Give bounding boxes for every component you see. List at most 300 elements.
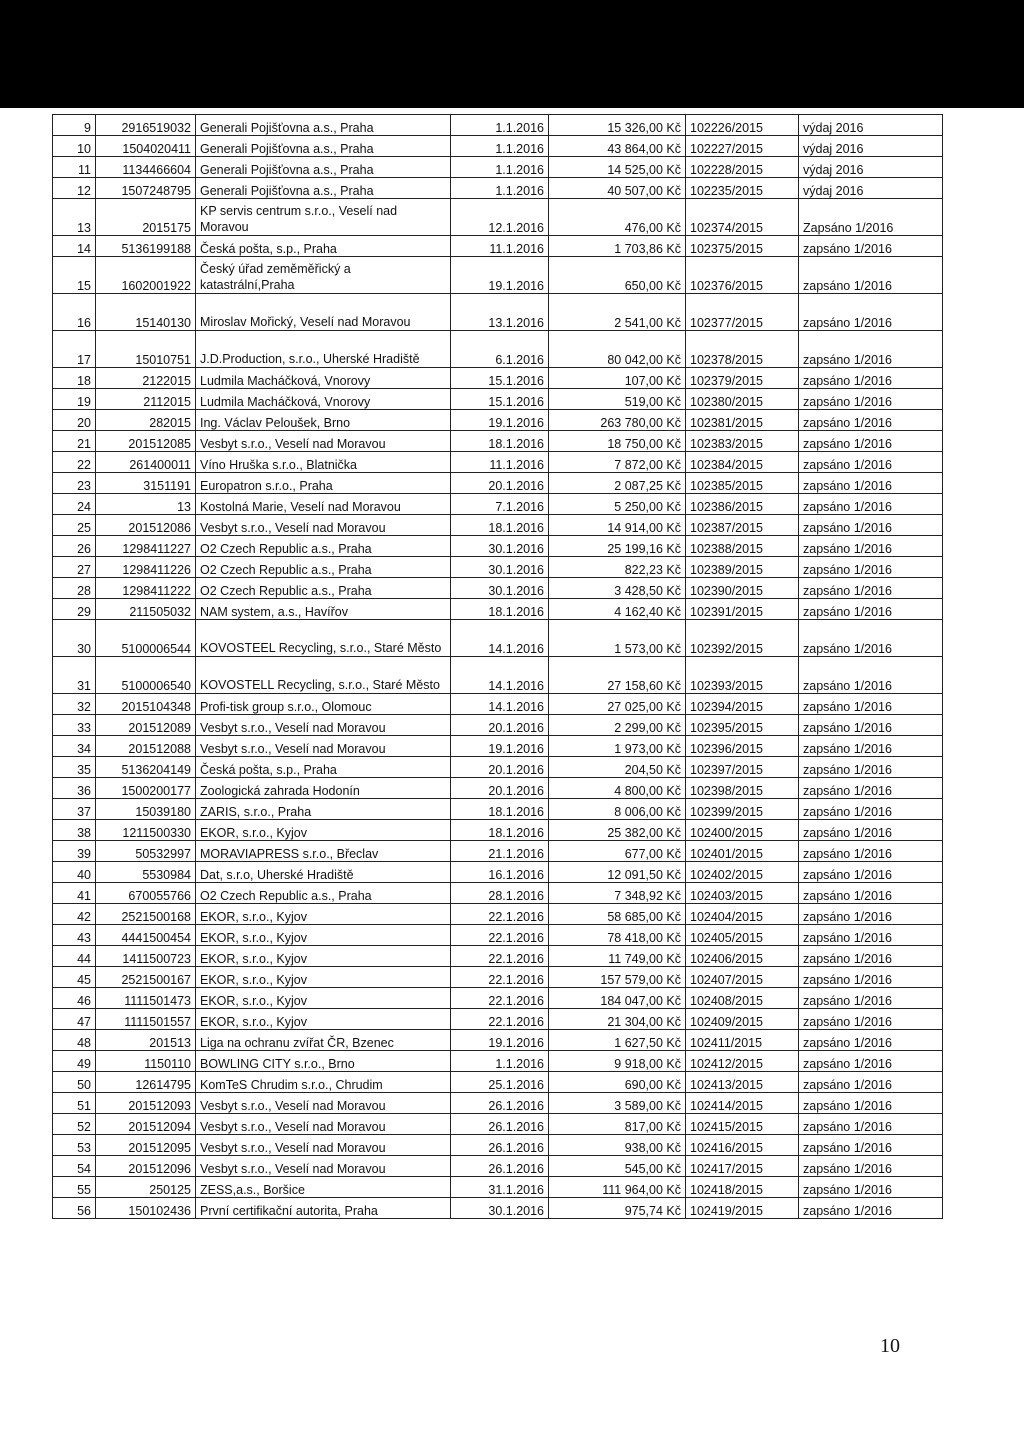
table-row bbox=[53, 599, 943, 620]
record-note: zapsáno 1/2016 bbox=[799, 331, 943, 368]
supplier-name: Vesbyt s.r.o., Veselí nad Moravou bbox=[196, 431, 451, 452]
document-id: 282015 bbox=[96, 410, 196, 431]
row-number: 44 bbox=[53, 946, 96, 967]
row-number: 48 bbox=[53, 1030, 96, 1051]
document-id: 1298411227 bbox=[96, 536, 196, 557]
record-note: výdaj 2016 bbox=[799, 136, 943, 157]
supplier-name: KOVOSTELL Recycling, s.r.o., Staré Město bbox=[196, 657, 451, 694]
record-note: zapsáno 1/2016 bbox=[799, 257, 943, 294]
supplier-name: Vesbyt s.r.o., Veselí nad Moravou bbox=[196, 736, 451, 757]
supplier-name: EKOR, s.r.o., Kyjov bbox=[196, 988, 451, 1009]
invoice-amount: 3 589,00 Kč bbox=[549, 1093, 686, 1114]
invoice-amount: 5 250,00 Kč bbox=[549, 494, 686, 515]
invoice-amount: 14 525,00 Kč bbox=[549, 157, 686, 178]
invoice-amount: 3 428,50 Kč bbox=[549, 578, 686, 599]
supplier-name: EKOR, s.r.o., Kyjov bbox=[196, 820, 451, 841]
document-id: 1150110 bbox=[96, 1051, 196, 1072]
invoice-amount: 476,00 Kč bbox=[549, 199, 686, 236]
invoice-date: 15.1.2016 bbox=[451, 389, 549, 410]
row-number: 15 bbox=[53, 257, 96, 294]
invoice-amount: 11 749,00 Kč bbox=[549, 946, 686, 967]
table-row bbox=[53, 862, 943, 883]
invoice-date: 26.1.2016 bbox=[451, 1114, 549, 1135]
supplier-name: O2 Czech Republic a.s., Praha bbox=[196, 557, 451, 578]
table-row bbox=[53, 368, 943, 389]
table-row bbox=[53, 1072, 943, 1093]
invoice-amount: 1 703,86 Kč bbox=[549, 236, 686, 257]
row-number: 54 bbox=[53, 1156, 96, 1177]
record-note: zapsáno 1/2016 bbox=[799, 473, 943, 494]
record-note: zapsáno 1/2016 bbox=[799, 925, 943, 946]
invoice-date: 1.1.2016 bbox=[451, 115, 549, 136]
invoice-amount: 21 304,00 Kč bbox=[549, 1009, 686, 1030]
record-number: 102394/2015 bbox=[686, 694, 799, 715]
invoice-amount: 58 685,00 Kč bbox=[549, 904, 686, 925]
supplier-name: Europatron s.r.o., Praha bbox=[196, 473, 451, 494]
table-row bbox=[53, 515, 943, 536]
row-number: 34 bbox=[53, 736, 96, 757]
row-number: 43 bbox=[53, 925, 96, 946]
row-number: 21 bbox=[53, 431, 96, 452]
invoice-date: 13.1.2016 bbox=[451, 294, 549, 331]
supplier-name: Generali Pojišťovna a.s., Praha bbox=[196, 115, 451, 136]
document-id: 15039180 bbox=[96, 799, 196, 820]
invoice-date: 30.1.2016 bbox=[451, 557, 549, 578]
record-note: zapsáno 1/2016 bbox=[799, 368, 943, 389]
document-id: 1507248795 bbox=[96, 178, 196, 199]
row-number: 10 bbox=[53, 136, 96, 157]
table-row bbox=[53, 841, 943, 862]
invoice-amount: 1 573,00 Kč bbox=[549, 620, 686, 657]
table-row bbox=[53, 494, 943, 515]
invoice-date: 12.1.2016 bbox=[451, 199, 549, 236]
record-number: 102418/2015 bbox=[686, 1177, 799, 1198]
supplier-name: Vesbyt s.r.o., Veselí nad Moravou bbox=[196, 515, 451, 536]
row-number: 30 bbox=[53, 620, 96, 657]
record-number: 102406/2015 bbox=[686, 946, 799, 967]
record-note: zapsáno 1/2016 bbox=[799, 452, 943, 473]
supplier-name: Ing. Václav Peloušek, Brno bbox=[196, 410, 451, 431]
table-row bbox=[53, 1093, 943, 1114]
row-number: 14 bbox=[53, 236, 96, 257]
document-id: 211505032 bbox=[96, 599, 196, 620]
row-number: 50 bbox=[53, 1072, 96, 1093]
invoice-amount: 184 047,00 Kč bbox=[549, 988, 686, 1009]
supplier-name: Vesbyt s.r.o., Veselí nad Moravou bbox=[196, 715, 451, 736]
supplier-name: EKOR, s.r.o., Kyjov bbox=[196, 1009, 451, 1030]
record-note: zapsáno 1/2016 bbox=[799, 1135, 943, 1156]
document-id: 5136199188 bbox=[96, 236, 196, 257]
record-number: 102419/2015 bbox=[686, 1198, 799, 1219]
supplier-name: První certifikační autorita, Praha bbox=[196, 1198, 451, 1219]
supplier-name: O2 Czech Republic a.s., Praha bbox=[196, 883, 451, 904]
row-number: 35 bbox=[53, 757, 96, 778]
table-row bbox=[53, 557, 943, 578]
invoice-date: 20.1.2016 bbox=[451, 778, 549, 799]
table-row bbox=[53, 820, 943, 841]
invoice-date: 11.1.2016 bbox=[451, 236, 549, 257]
invoice-amount: 2 087,25 Kč bbox=[549, 473, 686, 494]
invoice-date: 19.1.2016 bbox=[451, 736, 549, 757]
row-number: 17 bbox=[53, 331, 96, 368]
table-row bbox=[53, 757, 943, 778]
supplier-name: J.D.Production, s.r.o., Uherské Hradiště bbox=[196, 331, 451, 368]
supplier-name: Generali Pojišťovna a.s., Praha bbox=[196, 178, 451, 199]
invoice-amount: 2 541,00 Kč bbox=[549, 294, 686, 331]
record-number: 102399/2015 bbox=[686, 799, 799, 820]
supplier-name: Český úřad zeměměřický a katastrální,Praha bbox=[196, 257, 451, 294]
row-number: 12 bbox=[53, 178, 96, 199]
invoice-amount: 8 006,00 Kč bbox=[549, 799, 686, 820]
supplier-name: O2 Czech Republic a.s., Praha bbox=[196, 536, 451, 557]
row-number: 53 bbox=[53, 1135, 96, 1156]
record-number: 102379/2015 bbox=[686, 368, 799, 389]
row-number: 47 bbox=[53, 1009, 96, 1030]
invoice-date: 22.1.2016 bbox=[451, 988, 549, 1009]
invoice-date: 22.1.2016 bbox=[451, 1009, 549, 1030]
record-note: zapsáno 1/2016 bbox=[799, 757, 943, 778]
record-number: 102374/2015 bbox=[686, 199, 799, 236]
document-id: 12614795 bbox=[96, 1072, 196, 1093]
invoice-date: 11.1.2016 bbox=[451, 452, 549, 473]
row-number: 32 bbox=[53, 694, 96, 715]
record-number: 102387/2015 bbox=[686, 515, 799, 536]
document-id: 1298411226 bbox=[96, 557, 196, 578]
record-note: zapsáno 1/2016 bbox=[799, 431, 943, 452]
invoice-date: 26.1.2016 bbox=[451, 1135, 549, 1156]
invoice-amount: 650,00 Kč bbox=[549, 257, 686, 294]
record-number: 102380/2015 bbox=[686, 389, 799, 410]
table-row bbox=[53, 431, 943, 452]
document-id: 201512085 bbox=[96, 431, 196, 452]
invoice-date: 22.1.2016 bbox=[451, 925, 549, 946]
document-id: 1500200177 bbox=[96, 778, 196, 799]
document-id: 1602001922 bbox=[96, 257, 196, 294]
document-id: 670055766 bbox=[96, 883, 196, 904]
table-row bbox=[53, 136, 943, 157]
invoice-date: 14.1.2016 bbox=[451, 620, 549, 657]
record-number: 102375/2015 bbox=[686, 236, 799, 257]
row-number: 51 bbox=[53, 1093, 96, 1114]
table-row bbox=[53, 1114, 943, 1135]
invoice-date: 6.1.2016 bbox=[451, 331, 549, 368]
invoice-date: 14.1.2016 bbox=[451, 657, 549, 694]
row-number: 26 bbox=[53, 536, 96, 557]
record-note: zapsáno 1/2016 bbox=[799, 1030, 943, 1051]
record-number: 102228/2015 bbox=[686, 157, 799, 178]
supplier-name: Česká pošta, s.p., Praha bbox=[196, 236, 451, 257]
document-id: 15140130 bbox=[96, 294, 196, 331]
row-number: 22 bbox=[53, 452, 96, 473]
record-number: 102404/2015 bbox=[686, 904, 799, 925]
table-row bbox=[53, 1198, 943, 1219]
invoice-amount: 7 872,00 Kč bbox=[549, 452, 686, 473]
supplier-name: ZARIS, s.r.o., Praha bbox=[196, 799, 451, 820]
invoice-date: 18.1.2016 bbox=[451, 515, 549, 536]
invoice-amount: 80 042,00 Kč bbox=[549, 331, 686, 368]
invoice-date: 26.1.2016 bbox=[451, 1156, 549, 1177]
table-row bbox=[53, 904, 943, 925]
document-id: 13 bbox=[96, 494, 196, 515]
table-row bbox=[53, 1051, 943, 1072]
invoice-date: 22.1.2016 bbox=[451, 904, 549, 925]
document-id: 2015104348 bbox=[96, 694, 196, 715]
invoice-date: 30.1.2016 bbox=[451, 1198, 549, 1219]
document-id: 201512093 bbox=[96, 1093, 196, 1114]
table-row bbox=[53, 536, 943, 557]
invoice-date: 20.1.2016 bbox=[451, 715, 549, 736]
document-id: 5136204149 bbox=[96, 757, 196, 778]
record-note: zapsáno 1/2016 bbox=[799, 1156, 943, 1177]
table-row bbox=[53, 294, 943, 331]
invoice-amount: 938,00 Kč bbox=[549, 1135, 686, 1156]
invoice-date: 1.1.2016 bbox=[451, 136, 549, 157]
supplier-name: NAM system, a.s., Havířov bbox=[196, 599, 451, 620]
table-row bbox=[53, 799, 943, 820]
record-note: výdaj 2016 bbox=[799, 178, 943, 199]
table-row bbox=[53, 1177, 943, 1198]
record-number: 102381/2015 bbox=[686, 410, 799, 431]
record-number: 102409/2015 bbox=[686, 1009, 799, 1030]
table-row bbox=[53, 736, 943, 757]
record-number: 102385/2015 bbox=[686, 473, 799, 494]
record-number: 102391/2015 bbox=[686, 599, 799, 620]
record-number: 102401/2015 bbox=[686, 841, 799, 862]
invoice-date: 28.1.2016 bbox=[451, 883, 549, 904]
row-number: 25 bbox=[53, 515, 96, 536]
invoice-date: 20.1.2016 bbox=[451, 473, 549, 494]
supplier-name: EKOR, s.r.o., Kyjov bbox=[196, 967, 451, 988]
invoice-amount: 519,00 Kč bbox=[549, 389, 686, 410]
row-number: 56 bbox=[53, 1198, 96, 1219]
record-number: 102417/2015 bbox=[686, 1156, 799, 1177]
supplier-name: Vesbyt s.r.o., Veselí nad Moravou bbox=[196, 1156, 451, 1177]
supplier-name: O2 Czech Republic a.s., Praha bbox=[196, 578, 451, 599]
invoice-date: 15.1.2016 bbox=[451, 368, 549, 389]
table-row bbox=[53, 883, 943, 904]
document-id: 1134466604 bbox=[96, 157, 196, 178]
row-number: 36 bbox=[53, 778, 96, 799]
invoice-amount: 25 382,00 Kč bbox=[549, 820, 686, 841]
document-id: 201512089 bbox=[96, 715, 196, 736]
invoice-date: 1.1.2016 bbox=[451, 1051, 549, 1072]
record-note: zapsáno 1/2016 bbox=[799, 1051, 943, 1072]
invoice-date: 19.1.2016 bbox=[451, 410, 549, 431]
record-number: 102398/2015 bbox=[686, 778, 799, 799]
invoice-date: 25.1.2016 bbox=[451, 1072, 549, 1093]
page-number: 10 bbox=[880, 1335, 900, 1357]
invoice-amount: 27 158,60 Kč bbox=[549, 657, 686, 694]
document-id: 1504020411 bbox=[96, 136, 196, 157]
row-number: 41 bbox=[53, 883, 96, 904]
invoice-date: 1.1.2016 bbox=[451, 157, 549, 178]
document-id: 201512096 bbox=[96, 1156, 196, 1177]
invoice-amount: 975,74 Kč bbox=[549, 1198, 686, 1219]
document-id: 2521500167 bbox=[96, 967, 196, 988]
document-id: 250125 bbox=[96, 1177, 196, 1198]
record-number: 102227/2015 bbox=[686, 136, 799, 157]
row-number: 27 bbox=[53, 557, 96, 578]
invoice-amount: 14 914,00 Kč bbox=[549, 515, 686, 536]
invoice-amount: 2 299,00 Kč bbox=[549, 715, 686, 736]
table-row bbox=[53, 1156, 943, 1177]
record-number: 102412/2015 bbox=[686, 1051, 799, 1072]
record-note: zapsáno 1/2016 bbox=[799, 557, 943, 578]
record-note: zapsáno 1/2016 bbox=[799, 1177, 943, 1198]
document-id: 1298411222 bbox=[96, 578, 196, 599]
record-note: zapsáno 1/2016 bbox=[799, 862, 943, 883]
invoice-date: 19.1.2016 bbox=[451, 1030, 549, 1051]
row-number: 42 bbox=[53, 904, 96, 925]
record-note: zapsáno 1/2016 bbox=[799, 620, 943, 657]
record-note: zapsáno 1/2016 bbox=[799, 736, 943, 757]
document-id: 201512086 bbox=[96, 515, 196, 536]
row-number: 39 bbox=[53, 841, 96, 862]
table-row bbox=[53, 473, 943, 494]
invoice-ledger-table bbox=[52, 114, 943, 1219]
supplier-name: EKOR, s.r.o., Kyjov bbox=[196, 904, 451, 925]
table-row bbox=[53, 694, 943, 715]
invoice-date: 19.1.2016 bbox=[451, 257, 549, 294]
document-id: 201512088 bbox=[96, 736, 196, 757]
record-number: 102407/2015 bbox=[686, 967, 799, 988]
record-note: zapsáno 1/2016 bbox=[799, 494, 943, 515]
row-number: 31 bbox=[53, 657, 96, 694]
document-id: 261400011 bbox=[96, 452, 196, 473]
invoice-amount: 4 800,00 Kč bbox=[549, 778, 686, 799]
invoice-amount: 27 025,00 Kč bbox=[549, 694, 686, 715]
record-note: zapsáno 1/2016 bbox=[799, 657, 943, 694]
document-id: 2916519032 bbox=[96, 115, 196, 136]
table-row bbox=[53, 389, 943, 410]
invoice-date: 18.1.2016 bbox=[451, 820, 549, 841]
document-id: 15010751 bbox=[96, 331, 196, 368]
invoice-amount: 7 348,92 Kč bbox=[549, 883, 686, 904]
row-number: 52 bbox=[53, 1114, 96, 1135]
record-note: výdaj 2016 bbox=[799, 157, 943, 178]
record-number: 102226/2015 bbox=[686, 115, 799, 136]
supplier-name: KomTeS Chrudim s.r.o., Chrudim bbox=[196, 1072, 451, 1093]
record-note: Zapsáno 1/2016 bbox=[799, 199, 943, 236]
document-id: 2122015 bbox=[96, 368, 196, 389]
table-row bbox=[53, 257, 943, 294]
supplier-name: KOVOSTEEL Recycling, s.r.o., Staré Město bbox=[196, 620, 451, 657]
row-number: 45 bbox=[53, 967, 96, 988]
invoice-amount: 263 780,00 Kč bbox=[549, 410, 686, 431]
supplier-name: Vesbyt s.r.o., Veselí nad Moravou bbox=[196, 1135, 451, 1156]
row-number: 46 bbox=[53, 988, 96, 1009]
record-note: zapsáno 1/2016 bbox=[799, 515, 943, 536]
invoice-date: 14.1.2016 bbox=[451, 694, 549, 715]
invoice-amount: 822,23 Kč bbox=[549, 557, 686, 578]
record-number: 102416/2015 bbox=[686, 1135, 799, 1156]
record-note: zapsáno 1/2016 bbox=[799, 1093, 943, 1114]
supplier-name: Zoologická zahrada Hodonín bbox=[196, 778, 451, 799]
row-number: 38 bbox=[53, 820, 96, 841]
supplier-name: Profi-tisk group s.r.o., Olomouc bbox=[196, 694, 451, 715]
record-note: zapsáno 1/2016 bbox=[799, 236, 943, 257]
table-row bbox=[53, 115, 943, 136]
record-note: zapsáno 1/2016 bbox=[799, 1072, 943, 1093]
invoice-amount: 690,00 Kč bbox=[549, 1072, 686, 1093]
invoice-amount: 43 864,00 Kč bbox=[549, 136, 686, 157]
record-note: zapsáno 1/2016 bbox=[799, 389, 943, 410]
supplier-name: EKOR, s.r.o., Kyjov bbox=[196, 925, 451, 946]
record-number: 102402/2015 bbox=[686, 862, 799, 883]
record-number: 102390/2015 bbox=[686, 578, 799, 599]
record-number: 102414/2015 bbox=[686, 1093, 799, 1114]
invoice-amount: 40 507,00 Kč bbox=[549, 178, 686, 199]
table-row bbox=[53, 178, 943, 199]
record-number: 102378/2015 bbox=[686, 331, 799, 368]
record-note: zapsáno 1/2016 bbox=[799, 841, 943, 862]
supplier-name: Vesbyt s.r.o., Veselí nad Moravou bbox=[196, 1114, 451, 1135]
record-note: zapsáno 1/2016 bbox=[799, 294, 943, 331]
invoice-amount: 111 964,00 Kč bbox=[549, 1177, 686, 1198]
table-row bbox=[53, 620, 943, 657]
ledger-body bbox=[53, 115, 943, 1219]
supplier-name: KP servis centrum s.r.o., Veselí nad Moravou bbox=[196, 199, 451, 236]
invoice-date: 1.1.2016 bbox=[451, 178, 549, 199]
invoice-date: 22.1.2016 bbox=[451, 967, 549, 988]
document-id: 2015175 bbox=[96, 199, 196, 236]
record-number: 102415/2015 bbox=[686, 1114, 799, 1135]
supplier-name: Liga na ochranu zvířat ČR, Bzenec bbox=[196, 1030, 451, 1051]
record-note: výdaj 2016 bbox=[799, 115, 943, 136]
supplier-name: Víno Hruška s.r.o., Blatnička bbox=[196, 452, 451, 473]
table-row bbox=[53, 925, 943, 946]
record-note: zapsáno 1/2016 bbox=[799, 536, 943, 557]
supplier-name: ZESS,a.s., Boršice bbox=[196, 1177, 451, 1198]
supplier-name: Dat, s.r.o, Uherské Hradiště bbox=[196, 862, 451, 883]
document-id: 5530984 bbox=[96, 862, 196, 883]
table-row bbox=[53, 236, 943, 257]
row-number: 24 bbox=[53, 494, 96, 515]
row-number: 11 bbox=[53, 157, 96, 178]
invoice-amount: 15 326,00 Kč bbox=[549, 115, 686, 136]
invoice-date: 22.1.2016 bbox=[451, 946, 549, 967]
record-number: 102403/2015 bbox=[686, 883, 799, 904]
supplier-name: EKOR, s.r.o., Kyjov bbox=[196, 946, 451, 967]
record-note: zapsáno 1/2016 bbox=[799, 988, 943, 1009]
record-note: zapsáno 1/2016 bbox=[799, 946, 943, 967]
row-number: 16 bbox=[53, 294, 96, 331]
document-id: 1111501557 bbox=[96, 1009, 196, 1030]
invoice-amount: 9 918,00 Kč bbox=[549, 1051, 686, 1072]
record-number: 102388/2015 bbox=[686, 536, 799, 557]
invoice-amount: 78 418,00 Kč bbox=[549, 925, 686, 946]
record-note: zapsáno 1/2016 bbox=[799, 578, 943, 599]
invoice-amount: 25 199,16 Kč bbox=[549, 536, 686, 557]
record-number: 102400/2015 bbox=[686, 820, 799, 841]
document-id: 1111501473 bbox=[96, 988, 196, 1009]
record-note: zapsáno 1/2016 bbox=[799, 967, 943, 988]
table-row bbox=[53, 715, 943, 736]
record-number: 102397/2015 bbox=[686, 757, 799, 778]
table-row bbox=[53, 1135, 943, 1156]
invoice-amount: 1 627,50 Kč bbox=[549, 1030, 686, 1051]
table-row bbox=[53, 199, 943, 236]
supplier-name: MORAVIAPRESS s.r.o., Břeclav bbox=[196, 841, 451, 862]
record-note: zapsáno 1/2016 bbox=[799, 599, 943, 620]
invoice-date: 18.1.2016 bbox=[451, 799, 549, 820]
row-number: 19 bbox=[53, 389, 96, 410]
supplier-name: BOWLING CITY s.r.o., Brno bbox=[196, 1051, 451, 1072]
table-row bbox=[53, 967, 943, 988]
invoice-date: 30.1.2016 bbox=[451, 578, 549, 599]
document-id: 4441500454 bbox=[96, 925, 196, 946]
row-number: 49 bbox=[53, 1051, 96, 1072]
